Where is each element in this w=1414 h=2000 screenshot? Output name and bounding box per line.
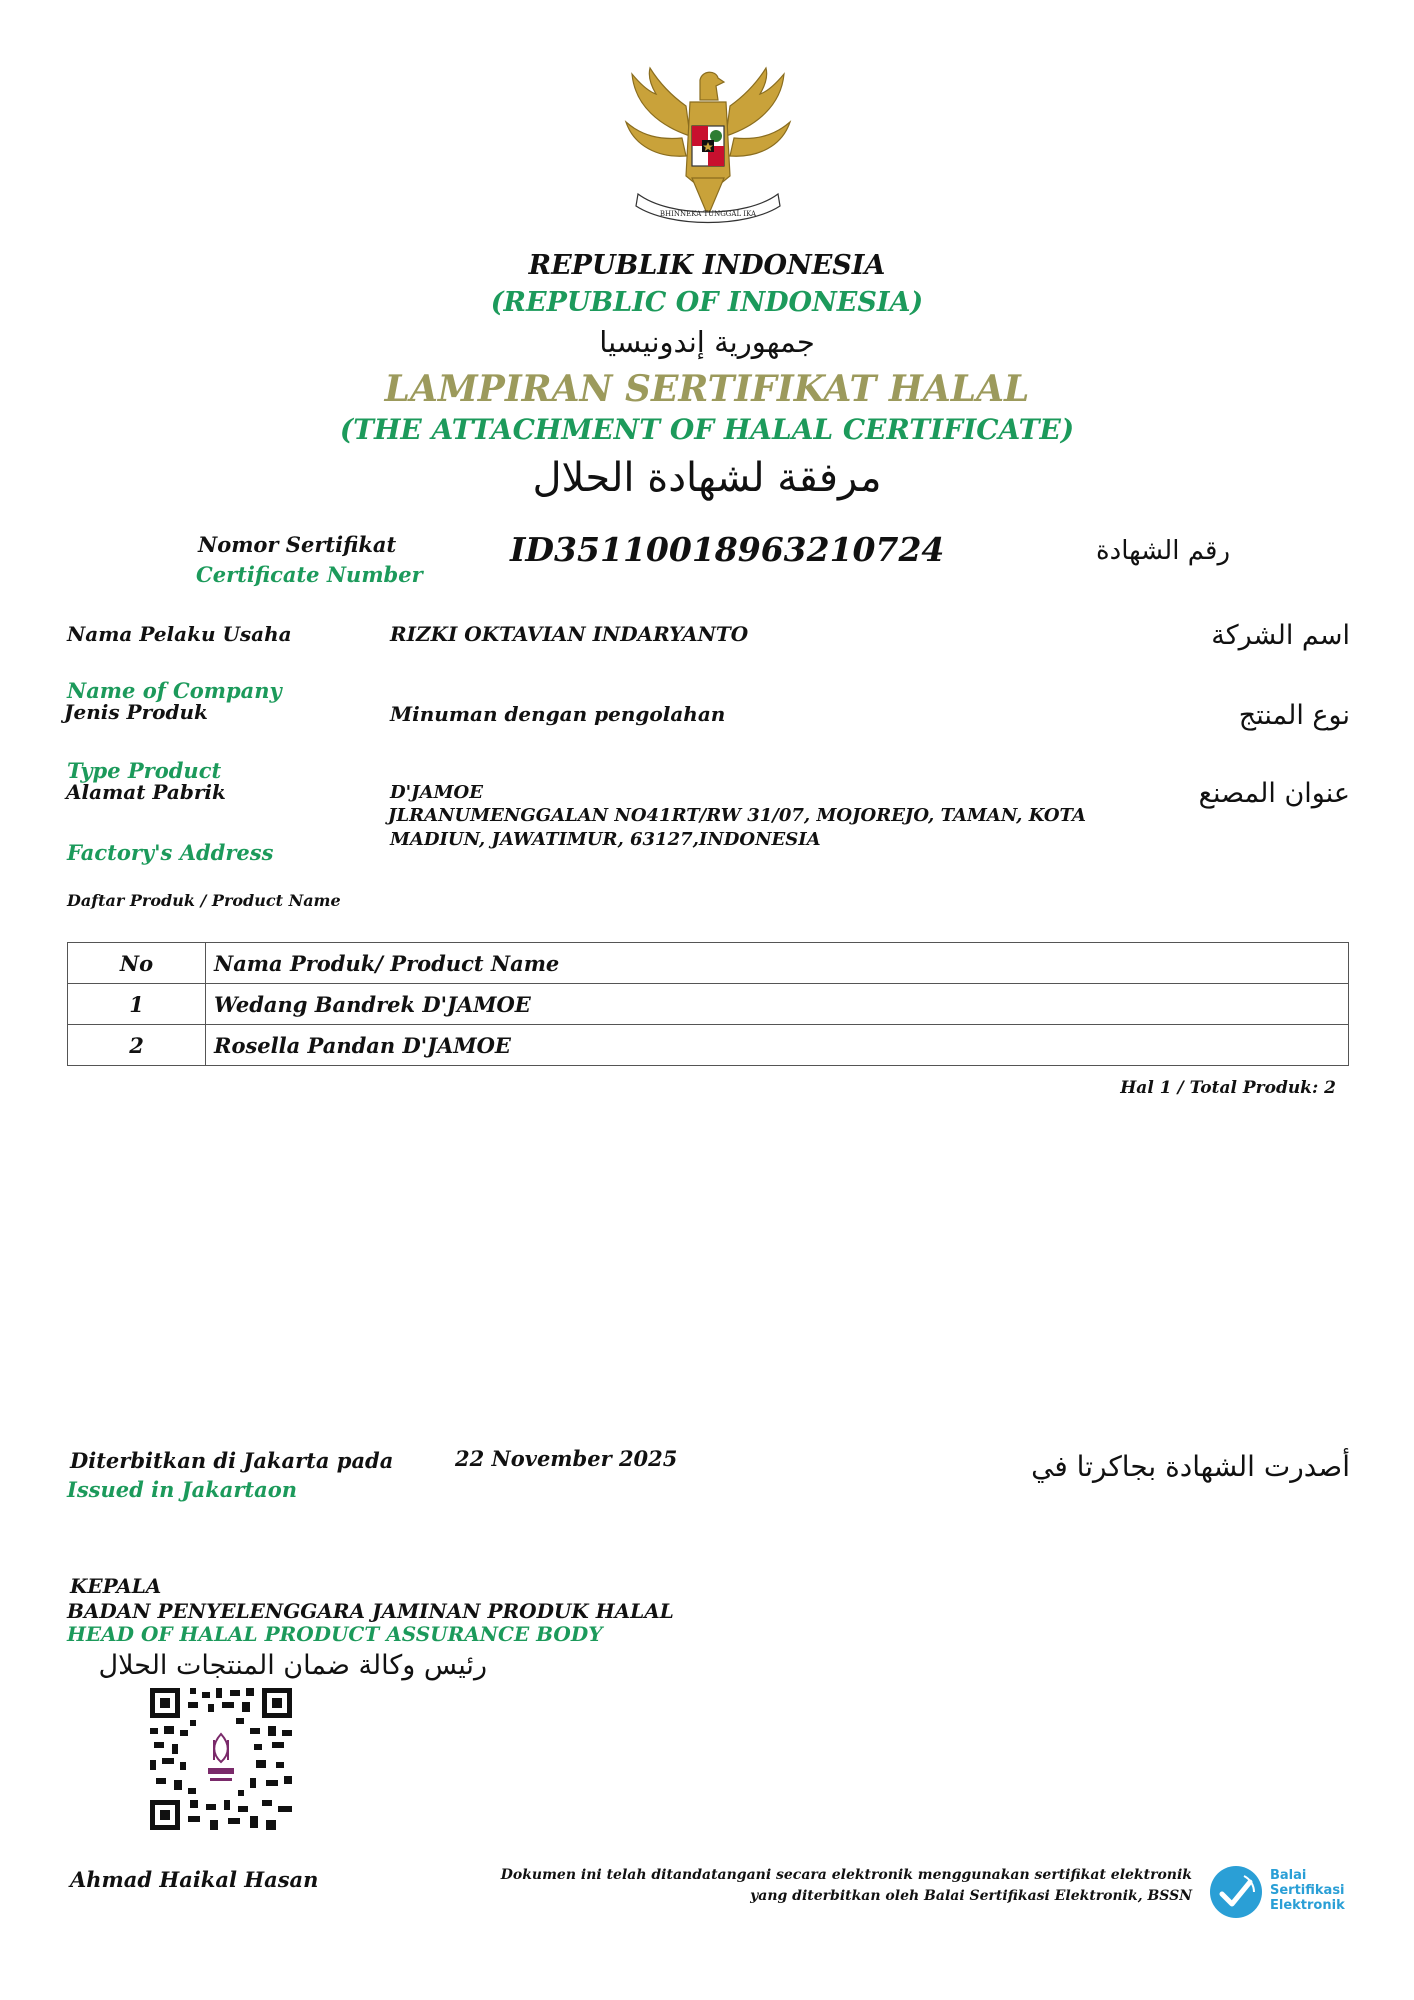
row-no: 2 [68, 1025, 206, 1066]
bsre-logo-icon [1208, 1864, 1264, 1920]
document-title-ar: مرفقة لشهادة الحلال [532, 455, 882, 501]
address-line1: D'JAMOE [390, 782, 483, 803]
certificate-label-ar: رقم الشهادة [1096, 536, 1230, 566]
table-header-row [68, 943, 1349, 984]
signatory-title1: KEPALA [70, 1574, 162, 1598]
header-product-name: Nama Produk/ Product Name [206, 943, 1349, 984]
signatory-title-ar: رئيس وكالة ضمان المنتجات الحلال [98, 1650, 487, 1681]
address-line2: JLRANUMENGGALAN NO41RT/RW 31/07, MOJOREJO, TAMAN, KOTA [388, 805, 1086, 826]
emblem-motto: BHINNEKA TUNGGAL IKA [659, 210, 757, 218]
country-name-ar: جمهورية إندونيسيا [599, 325, 815, 359]
type-value: Minuman dengan pengolahan [390, 702, 726, 726]
table-row [68, 1025, 1349, 1066]
signatory-title-en: HEAD OF HALAL PRODUCT ASSURANCE BODY [67, 1622, 603, 1646]
address-label-ar: عنوان المصنع [1198, 778, 1350, 809]
issued-label-en: Issued in Jakartaon [67, 1477, 297, 1502]
issued-label-id: Diterbitkan di Jakarta pada [70, 1448, 394, 1473]
address-label-id: Alamat Pabrik [66, 780, 226, 804]
product-list-caption: Daftar Produk / Product Name [67, 891, 341, 910]
address-label-en: Factory's Address [67, 840, 274, 865]
page-total-products: Hal 1 / Total Produk: 2 [1120, 1078, 1336, 1098]
header-no: No [68, 943, 206, 984]
signatory-title2: BADAN PENYELENGGARA JAMINAN PRODUK HALAL [67, 1599, 674, 1623]
certificate-number: ID35110018963210724 [510, 530, 945, 569]
address-line3: MADIUN, JAWATIMUR, 63127,INDONESIA [390, 829, 821, 850]
document-title-en: (THE ATTACHMENT OF HALAL CERTIFICATE) [339, 413, 1075, 446]
certificate-label-id: Nomor Sertifikat [198, 532, 397, 557]
company-label-id: Nama Pelaku Usaha [67, 622, 292, 646]
bsre-line3: Elektronik [1270, 1898, 1345, 1913]
footer-note-line1: Dokumen ini telah ditandatangani secara elektronik menggunakan sertifikat elektronik [500, 1867, 1192, 1883]
signatory-name: Ahmad Haikal Hasan [70, 1867, 319, 1892]
company-label-en: Name of Company [67, 678, 282, 703]
product-table [67, 942, 1349, 1066]
document-title-id: LAMPIRAN SERTIFIKAT HALAL [384, 368, 1030, 410]
garuda-emblem [620, 66, 796, 238]
company-value: RIZKI OKTAVIAN INDARYANTO [390, 622, 749, 646]
table-row [68, 984, 1349, 1025]
type-label-en: Type Product [67, 758, 222, 783]
type-label-ar: نوع المنتج [1238, 700, 1350, 731]
bsre-line2: Sertifikasi [1270, 1883, 1345, 1898]
issued-date: 22 November 2025 [455, 1446, 678, 1471]
bsre-line1: Balai [1270, 1868, 1307, 1883]
row-product-name: Rosella Pandan D'JAMOE [206, 1025, 1349, 1066]
qr-code [150, 1688, 292, 1830]
issued-label-ar: أصدرت الشهادة بجاكرتا في [1031, 1450, 1350, 1483]
footer-note-line2: yang diterbitkan oleh Balai Sertifikasi Elektronik, BSSN [750, 1888, 1192, 1904]
type-label-id: Jenis Produk [64, 700, 208, 724]
row-no: 1 [68, 984, 206, 1025]
company-label-ar: اسم الشركة [1211, 620, 1350, 651]
country-name-id: REPUBLIK INDONESIA [528, 250, 886, 281]
row-product-name: Wedang Bandrek D'JAMOE [206, 984, 1349, 1025]
country-name-en: (REPUBLIC OF INDONESIA) [490, 287, 924, 318]
certificate-label-en: Certificate Number [196, 562, 423, 587]
